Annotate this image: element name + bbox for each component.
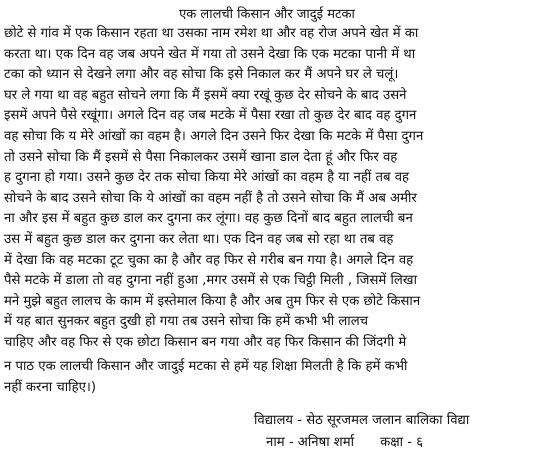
- story-line: चाहिए और वह फिर से एक छोटा किसान बन गया और वह फिर किसान की जिंदगी मे: [4, 334, 407, 350]
- student-details: [0, 434, 534, 452]
- story-line: इसमें अपने पैसे रखूंगा। अगले दिन वह जब मटके में पैसा रखा तो कुछ देर बाद वह दुगन: [4, 108, 417, 124]
- story-line: उस में बहुत कुछ डाल कर दुगना कर लेता था। एक दिन वह जब सो रहा था तब वह: [4, 231, 394, 247]
- story-line: वह सोचा कि य मेरे आंखों का वहम है। अगले दिन उसने फिर देखा कि मटके में पैसा दुगन: [4, 128, 424, 144]
- story-body: [0, 24, 534, 354]
- story-line: छोटे से गांव में एक किसान रहता था उसका नाम रमेश था और वह रोज अपने खेत में का: [4, 26, 419, 41]
- moral-line: न पाठ एक लालची किसान और जादुई मटका से हमें यह शिक्षा मिलती है कि हमें कभी: [4, 359, 408, 374]
- story-line: टका को ध्यान से देखने लगा और वह सोचा कि इसे निकाल कर मैं अपने घर ले चलूं।: [4, 67, 399, 83]
- story-line: में देखा कि वह मटका टूट चुका का है और वह फिर से गरीब बन गया है। अगले दिन वह: [4, 252, 414, 268]
- moral-line: नहीं करना चाहिए।): [4, 379, 97, 395]
- story-line: करता था। एक दिन वह जब अपने खेत में गया तो उसने देखा कि एक मटका पानी में था: [4, 46, 416, 62]
- story-line: ह दुगना हो गया। उसने कुछ देर तक सोचा किया मेरे आंखों का वहम है या नहीं तब वह: [4, 170, 410, 186]
- story-title: एक लालची किसान और जादुई मटका: [179, 7, 355, 22]
- story-line: सोचने के बाद उसने सोचा कि ये आंखों का वहम नहीं है तो उसने सोचा कि मैं अब अमीर: [4, 190, 417, 206]
- story-line: मने मुझे बहुत लालच के काम में इस्तेमाल किया है और अब तुम फिर से एक छोटे किसान: [4, 293, 421, 309]
- story-line: में यह बात सुनकर बहुत दुखी हो गया तब उसने सोचा कि हमें कभी भी लालच: [4, 314, 369, 330]
- story-line: घर ले गया था वह बहुत सोचने लगा कि मैं इसमें क्या रखूं कुछ देर सोचने के बाद उसने: [4, 87, 407, 103]
- story-line: पैसे मटके में डाला तो वह दुगना नहीं हुआ ,मगर उसमें से एक चिट्ठी मिली , जिसमें लिखा: [4, 273, 418, 289]
- story-moral: [0, 357, 534, 398]
- student-class: कक्षा - ६: [380, 435, 424, 450]
- school-name: विद्यालय - सेठ सूरजमल जलान बालिका विद्या: [254, 413, 470, 428]
- story-line: तो उसने सोचा कि मैं इसमें से पैसा निकालकर उसमें खाना डाल देता हूं और फिर वह: [4, 149, 398, 165]
- story-line: ना और इस में बहुत कुछ डाल कर दुगना कर लूंगा। वह कुछ दिनों बाद बहुत लालची बन: [4, 211, 413, 227]
- student-name: नाम - अनिषा शर्मा: [266, 435, 355, 450]
